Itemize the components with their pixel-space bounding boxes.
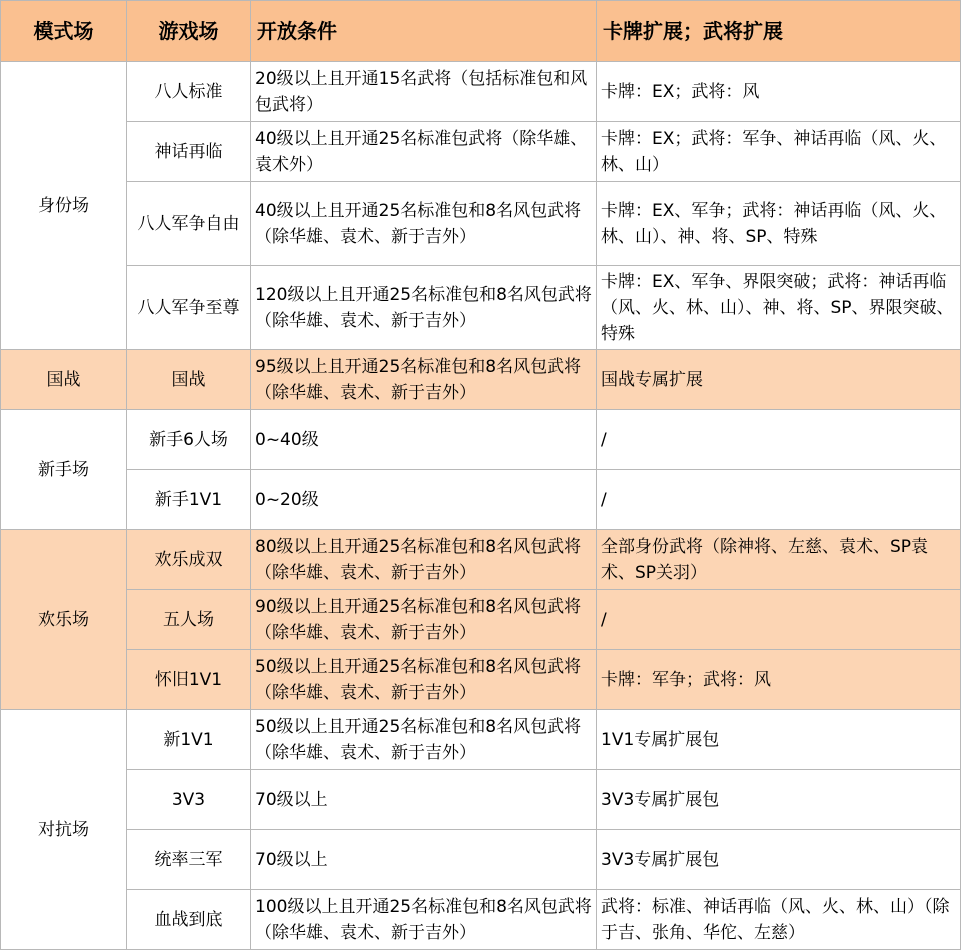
condition-cell: 0~20级	[251, 470, 597, 530]
expansion-cell: 1V1专属扩展包	[597, 710, 961, 770]
game-cell: 新1V1	[127, 710, 251, 770]
header-row	[1, 1, 961, 62]
condition-cell: 50级以上且开通25名标准包和8名风包武将（除华雄、袁术、新于吉外）	[251, 710, 597, 770]
condition-cell: 100级以上且开通25名标准包和8名风包武将（除华雄、袁术、新于吉外）	[251, 890, 597, 950]
table-row	[1, 590, 961, 650]
condition-cell: 40级以上且开通25名标准包和8名风包武将（除华雄、袁术、新于吉外）	[251, 182, 597, 266]
condition-cell: 0~40级	[251, 410, 597, 470]
expansion-cell: /	[597, 410, 961, 470]
game-cell: 3V3	[127, 770, 251, 830]
expansion-cell: 武将：标准、神话再临（风、火、林、山）（除于吉、张角、华佗、左慈）	[597, 890, 961, 950]
header-mode: 模式场	[1, 1, 127, 62]
table-row	[1, 410, 961, 470]
game-cell: 新手6人场	[127, 410, 251, 470]
header-expansion: 卡牌扩展；武将扩展	[597, 1, 961, 62]
condition-cell: 95级以上且开通25名标准包和8名风包武将（除华雄、袁术、新于吉外）	[251, 350, 597, 410]
expansion-cell: 全部身份武将（除神将、左慈、袁术、SP袁术、SP关羽）	[597, 530, 961, 590]
condition-cell: 50级以上且开通25名标准包和8名风包武将（除华雄、袁术、新于吉外）	[251, 650, 597, 710]
game-cell: 怀旧1V1	[127, 650, 251, 710]
game-cell: 统率三军	[127, 830, 251, 890]
expansion-cell: 卡牌：EX、军争；武将：神话再临（风、火、林、山）、神、将、SP、特殊	[597, 182, 961, 266]
category-cell-guozhan: 国战	[1, 350, 127, 410]
table-row	[1, 122, 961, 182]
expansion-cell: 卡牌：军争；武将：风	[597, 650, 961, 710]
table-row	[1, 266, 961, 350]
condition-cell: 20级以上且开通15名武将（包括标准包和风包武将）	[251, 62, 597, 122]
expansion-cell: 国战专属扩展	[597, 350, 961, 410]
expansion-cell: 3V3专属扩展包	[597, 770, 961, 830]
game-cell: 八人标准	[127, 62, 251, 122]
expansion-cell: 卡牌：EX、军争、界限突破；武将：神话再临（风、火、林、山）、神、将、SP、界限突破、特殊	[597, 266, 961, 350]
table-row	[1, 470, 961, 530]
table-row	[1, 830, 961, 890]
game-cell: 八人军争自由	[127, 182, 251, 266]
condition-cell: 40级以上且开通25名标准包武将（除华雄、袁术外）	[251, 122, 597, 182]
condition-cell: 80级以上且开通25名标准包和8名风包武将（除华雄、袁术、新于吉外）	[251, 530, 597, 590]
table-row	[1, 770, 961, 830]
table-row	[1, 710, 961, 770]
condition-cell: 90级以上且开通25名标准包和8名风包武将（除华雄、袁术、新于吉外）	[251, 590, 597, 650]
header-condition: 开放条件	[251, 1, 597, 62]
game-cell: 血战到底	[127, 890, 251, 950]
category-cell-fun: 欢乐场	[1, 530, 127, 710]
game-cell: 欢乐成双	[127, 530, 251, 590]
condition-cell: 120级以上且开通25名标准包和8名风包武将（除华雄、袁术、新于吉外）	[251, 266, 597, 350]
condition-cell: 70级以上	[251, 770, 597, 830]
table-row	[1, 182, 961, 266]
game-cell: 国战	[127, 350, 251, 410]
category-cell-identity: 身份场	[1, 62, 127, 350]
table-row	[1, 890, 961, 950]
table-row	[1, 62, 961, 122]
expansion-cell: 3V3专属扩展包	[597, 830, 961, 890]
category-cell-newbie: 新手场	[1, 410, 127, 530]
table-row	[1, 350, 961, 410]
game-cell: 新手1V1	[127, 470, 251, 530]
expansion-cell: /	[597, 590, 961, 650]
expansion-cell: 卡牌：EX；武将：军争、神话再临（风、火、林、山）	[597, 122, 961, 182]
table-row	[1, 530, 961, 590]
expansion-cell: /	[597, 470, 961, 530]
category-cell-versus: 对抗场	[1, 710, 127, 950]
header-game: 游戏场	[127, 1, 251, 62]
game-cell: 五人场	[127, 590, 251, 650]
table-row	[1, 650, 961, 710]
condition-cell: 70级以上	[251, 830, 597, 890]
game-cell: 八人军争至尊	[127, 266, 251, 350]
expansion-cell: 卡牌：EX；武将：风	[597, 62, 961, 122]
game-cell: 神话再临	[127, 122, 251, 182]
